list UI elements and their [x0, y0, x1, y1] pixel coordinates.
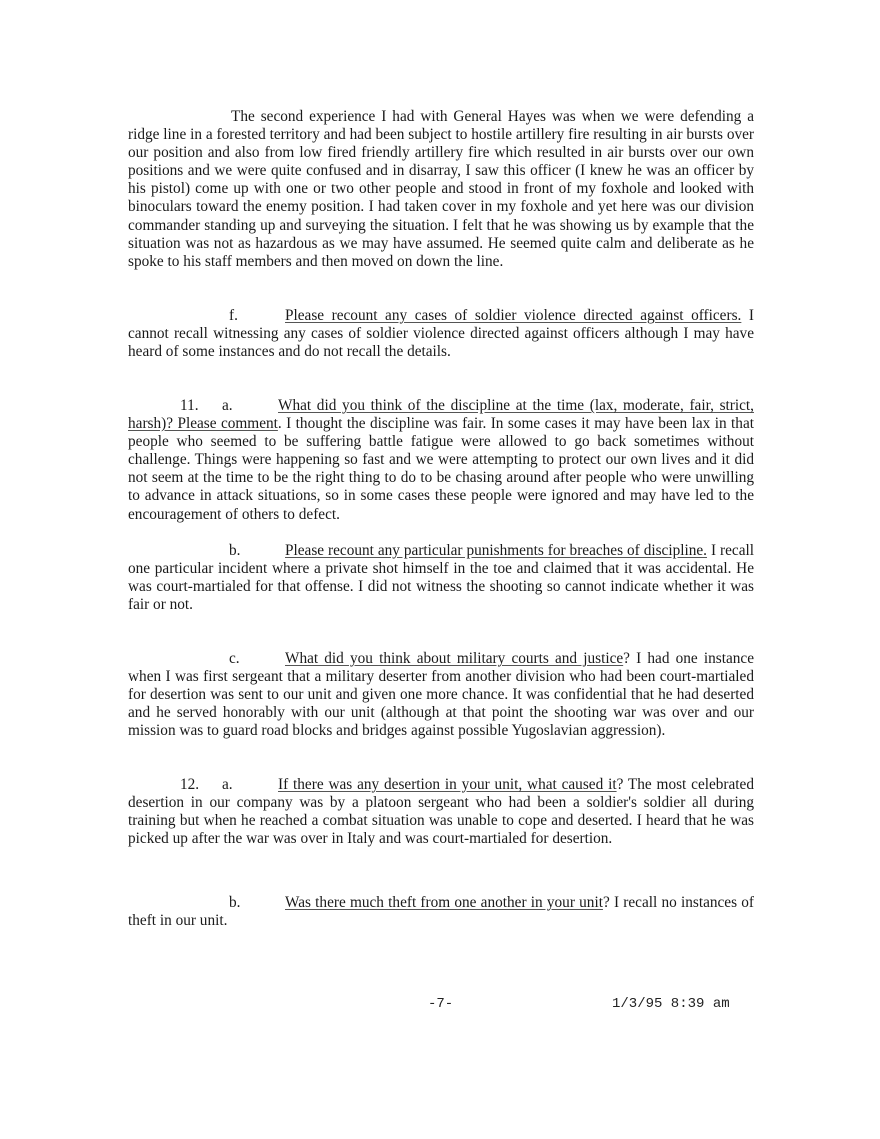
- item-label: f.: [229, 307, 238, 324]
- item-number: 12.: [180, 776, 200, 793]
- question-12a: [128, 776, 754, 848]
- question-10f: [128, 307, 754, 361]
- page-number: -7-: [428, 996, 454, 1012]
- answer-text: I cannot recall witnessing any cases of soldier violence directed against officers although I may have heard of some instances and do not recall the details.: [128, 307, 755, 361]
- question-text: What did you think about military courts and justice: [285, 650, 624, 667]
- question-text: Please recount any cases of soldier violence directed against officers.: [285, 307, 742, 324]
- item-number: 11.: [180, 397, 199, 414]
- item-label: a.: [222, 397, 233, 414]
- answer-text: ? The most celebrated desertion in our company was by a platoon sergeant who had been a soldier's soldier all during training but when he reached a combat situation was unable to cope and deserted. I heard that he was picked up after the war was over in Italy and was court-martialed for desertion.: [128, 776, 754, 848]
- item-label: b.: [229, 894, 241, 911]
- question-11b: [128, 542, 754, 614]
- item-label: b.: [229, 542, 241, 559]
- answer-text: . I thought the discipline was fair. In some cases it may have been lax in that people who seemed to be suffering battle fatigue were allowed to go back sometimes without challenge. Things were happening so fast and we were attempting to protect our own lives and it did not seem at the time to be the right thing to do to be chasing around after people who were unwilling to advance in attack situations, so in some cases these people were ignored and may have led to the encouragement of others to defect.: [128, 415, 754, 523]
- paragraph-hayes-experience: The second experience I had with General Hayes was when we were defending a ridge line in a forested territory and had been subject to hostile artillery fire resulting in air bursts over our position and also from low fired friendly artillery fire which resulted in air bursts over our own positions and we were quite confused and in disarray, I saw this officer (I knew he was an officer by his pistol) come up with one or two other people and stood in front of my foxhole and looked with binoculars toward the enemy position. I had taken cover in my foxhole and yet here was our division commander standing up and surveying the situation. I felt that he was showing us by example that the situation was not as hazardous as we may have assumed. He seemed quite calm and deliberate as he spoke to his staff members and then moved on down the line.: [128, 108, 754, 270]
- question-11c: [128, 650, 754, 740]
- item-label: a.: [222, 776, 233, 793]
- question-11a: [128, 397, 754, 524]
- question-text: What did you think of the discipline at the time (lax, moderate, fair, strict, harsh)? Please comment: [128, 397, 754, 433]
- question-12b: [128, 894, 754, 930]
- item-label: c.: [229, 650, 240, 667]
- answer-text: I recall one particular incident where a private shot himself in the toe and claimed that it was accidental. He was court-martialed for that offense. I did not witness the shooting so cannot indicate whether it was fair or not.: [128, 542, 754, 614]
- answer-text: ? I had one instance when I was first sergeant that a military deserter from another division who had been court-martialed for desertion was sent to our unit and given one more chance. It was confidential that he had deserted and he served honorably with our unit (although at that point the shooting war was over and our mission was to guard road blocks and bridges against possible Yugoslavian aggression).: [128, 650, 754, 740]
- answer-text: ? I recall no instances of theft in our unit.: [128, 894, 755, 930]
- question-text: Was there much theft from one another in your unit: [285, 894, 603, 911]
- question-text: Please recount any particular punishments for breaches of discipline.: [285, 542, 708, 559]
- footer-timestamp: 1/3/95 8:39 am: [612, 996, 730, 1012]
- question-text: If there was any desertion in your unit, what caused it: [278, 776, 617, 793]
